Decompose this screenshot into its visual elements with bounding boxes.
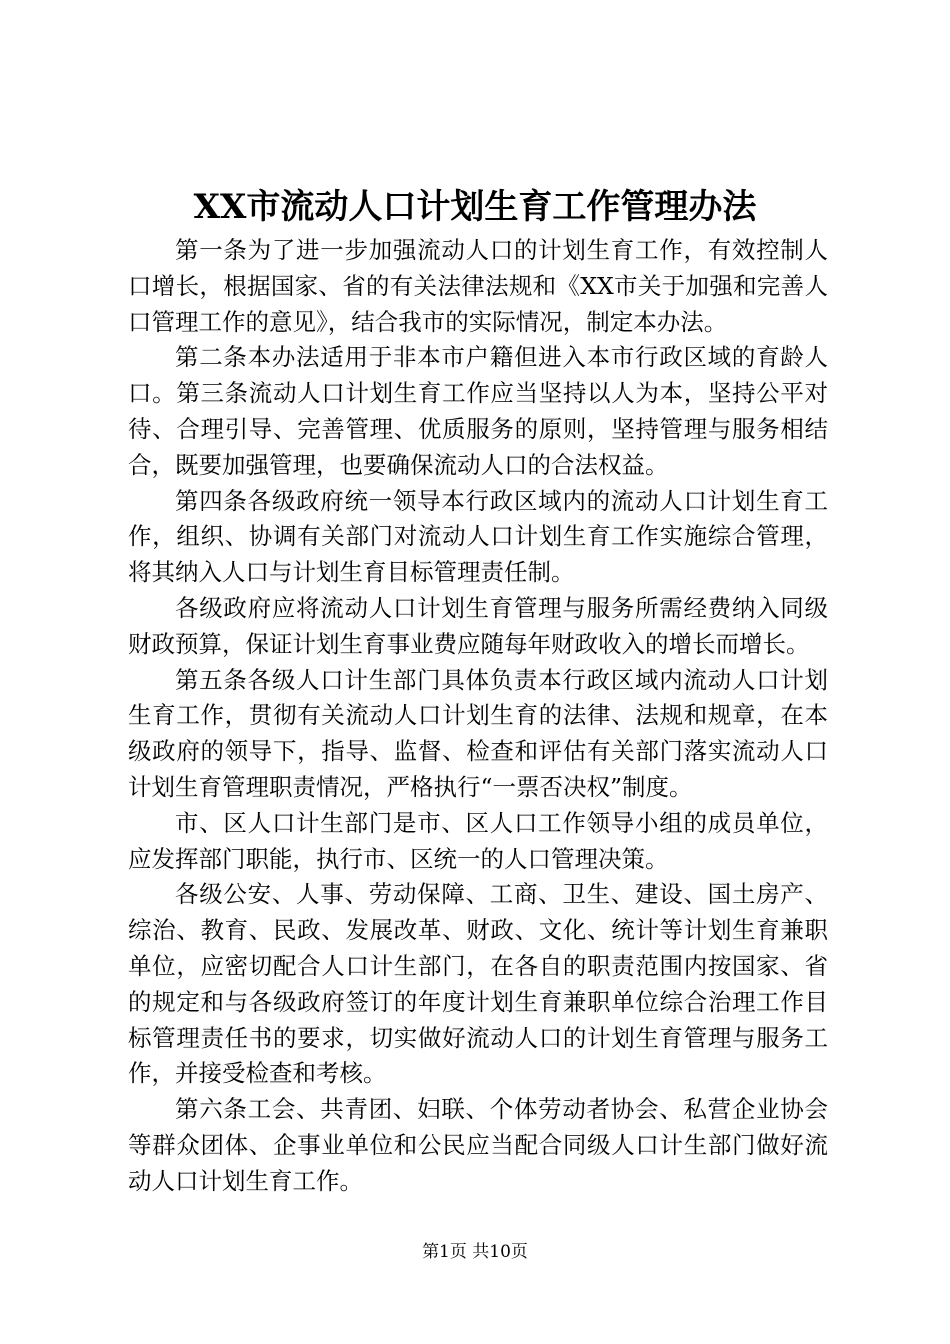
document-body [128, 233, 828, 1200]
paragraph-article-1: 第一条为了进一步加强流动人口的计划生育工作，有效控制人口增长，根据国家、省的有关法律法规和《XX市关于加强和完善人口管理工作的意见》，结合我市的实际情况，制定本办法。 [128, 236, 828, 336]
page-footer: 第1页 共10页 [422, 1242, 528, 1262]
document-title: XX市流动人口计划生育工作管理办法 [193, 187, 757, 227]
paragraph-funding: 各级政府应将流动人口计划生育管理与服务所需经费纳入同级财政预算，保证计划生育事业费应随每年财政收入的增长而增长。 [128, 593, 828, 658]
paragraph-article-4: 第四条各级政府统一领导本行政区域内的流动人口计划生育工作，组织、协调有关部门对流动人口计划生育工作实施综合管理，将其纳入人口与计划生育目标管理责任制。 [128, 486, 828, 587]
paragraph-article-5: 第五条各级人口计生部门具体负责本行政区域内流动人口计划生育工作，贯彻有关流动人口计划生育的法律、法规和规章，在本级政府的领导下，指导、监督、检查和评估有关部门落实流动人口计划生育管理职责情况，严格执行“一票否决权”制度。 [128, 665, 828, 801]
paragraph-concurrent-units: 各级公安、人事、劳动保障、工商、卫生、建设、国土房产、综治、教育、民政、发展改革、财政、文化、统计等计划生育兼职单位，应密切配合人口计生部门，在各自的职责范围内按国家、省的规定和与各级政府签订的年度计划生育兼职单位综合治理工作目标管理责任书的要求，切实做好流动人口的计划生育管理与服务工作，并接受检查和考核。 [128, 880, 828, 1088]
paragraph-city-district-departments: 市、区人口计生部门是市、区人口工作领导小组的成员单位，应发挥部门职能，执行市、区统一的人口管理决策。 [128, 808, 828, 873]
paragraph-article-6: 第六条工会、共青团、妇联、个体劳动者协会、私营企业协会等群众团体、企事业单位和公民应当配合同级人口计生部门做好流动人口计划生育工作。 [128, 1095, 828, 1195]
paragraph-article-2-3: 第二条本办法适用于非本市户籍但进入本市行政区域的育龄人口。第三条流动人口计划生育工作应当坚持以人为本，坚持公平对待、合理引导、完善管理、优质服务的原则，坚持管理与服务相结合，既要加强管理，也要确保流动人口的合法权益。 [128, 343, 828, 479]
